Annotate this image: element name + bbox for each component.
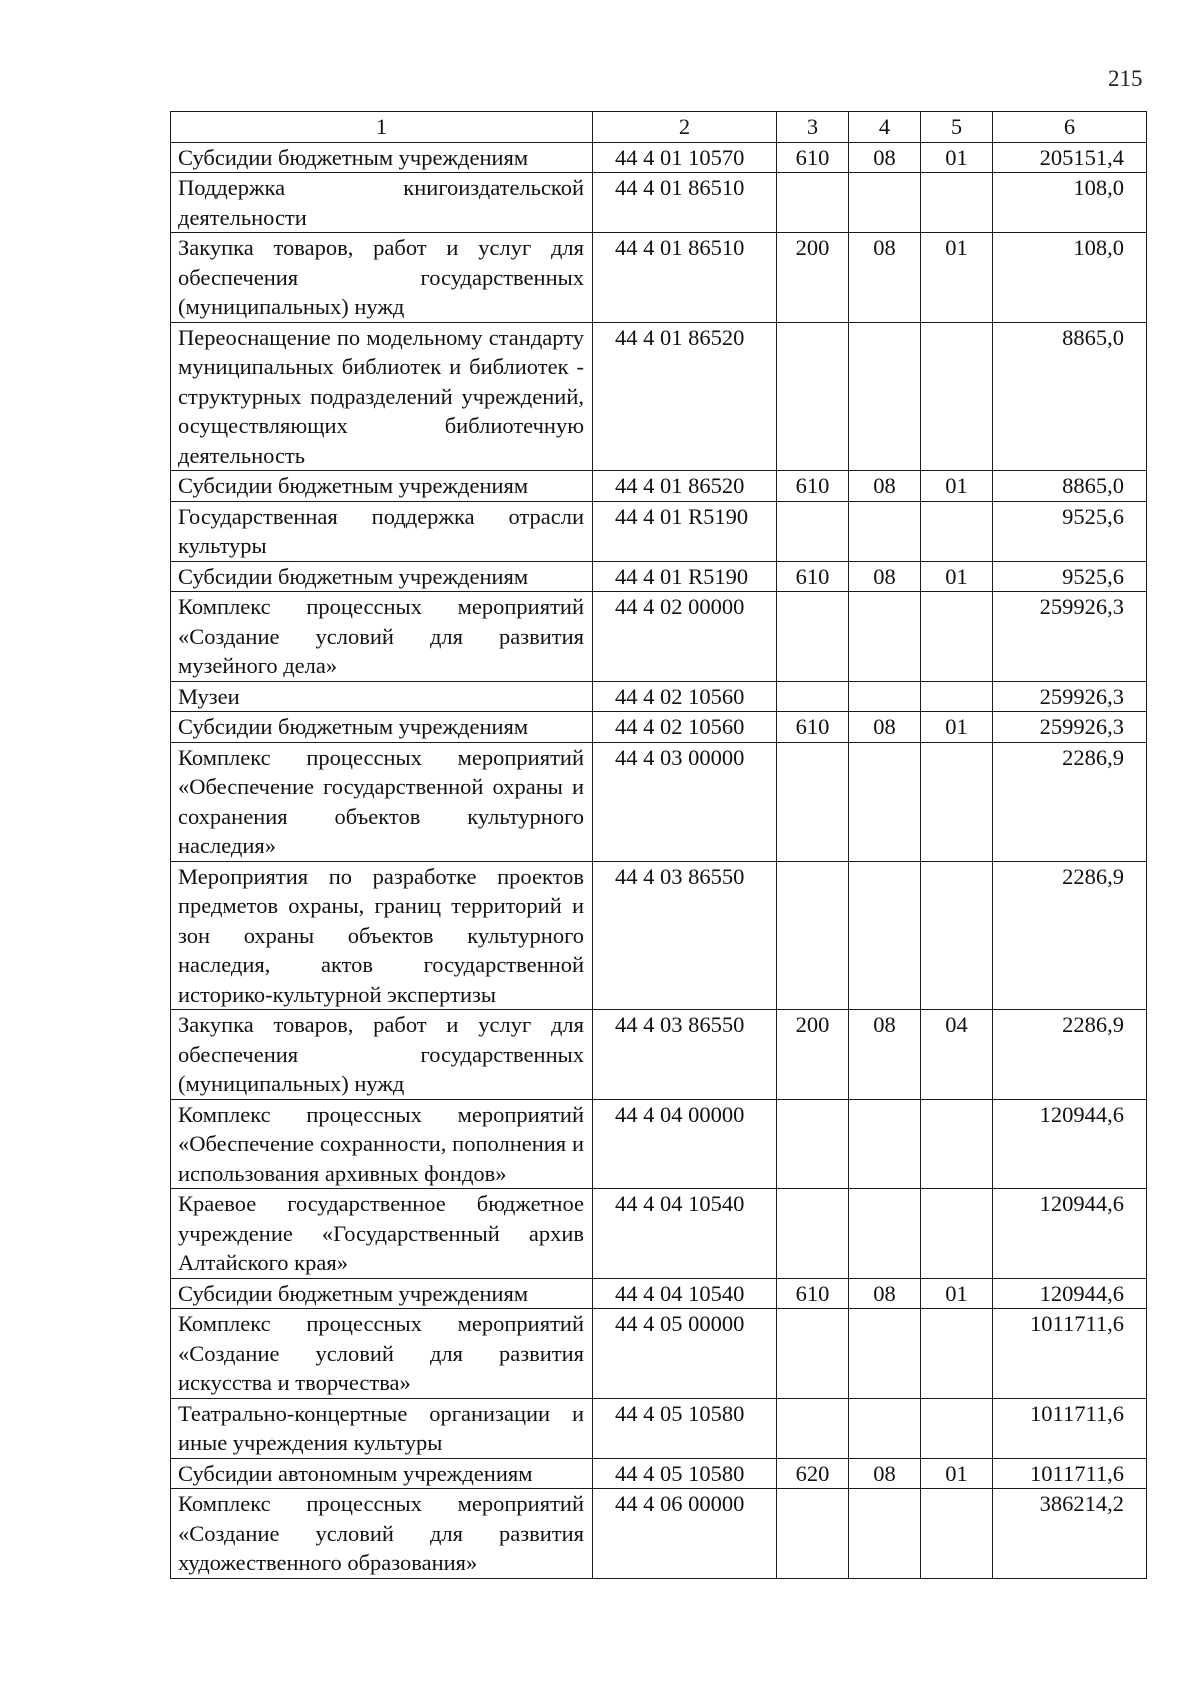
header-cell-3: 3 (777, 112, 849, 143)
section-cell: 08 (849, 1278, 921, 1309)
section-cell (849, 173, 921, 233)
table-row (171, 322, 1147, 471)
amount-cell: 1011711,6 (993, 1458, 1147, 1489)
section-cell: 08 (849, 1010, 921, 1100)
name-cell: Краевое государственное бюджетное учреждение «Государственный архив Алтайского края» (171, 1189, 593, 1279)
subsection-cell (921, 1189, 993, 1279)
section-cell: 08 (849, 142, 921, 173)
subsection-cell (921, 322, 993, 471)
header-cell-2: 2 (593, 112, 777, 143)
code-cell: 44 4 05 10580 (593, 1458, 777, 1489)
expense-type-cell (777, 1489, 849, 1579)
expense-type-cell (777, 1099, 849, 1189)
name-cell: Комплекс процессных мероприятий «Создание условий для развития музейного дела» (171, 592, 593, 682)
subsection-cell: 04 (921, 1010, 993, 1100)
name-cell: Государственная поддержка отрасли культуры (171, 501, 593, 561)
section-cell: 08 (849, 1458, 921, 1489)
table-row (171, 592, 1147, 682)
subsection-cell (921, 1398, 993, 1458)
name-cell: Комплекс процессных мероприятий «Создание условий для развития художественного образования» (171, 1489, 593, 1579)
name-cell: Субсидии бюджетным учреждениям (171, 712, 593, 743)
amount-cell: 120944,6 (993, 1099, 1147, 1189)
header-cell-5: 5 (921, 112, 993, 143)
name-cell: Переоснащение по модельному стандарту муниципальных библиотек и библиотек - структурных подразделений учреждений, осуществляющих библиотечную деятельность (171, 322, 593, 471)
code-cell: 44 4 05 10580 (593, 1398, 777, 1458)
code-cell: 44 4 02 10560 (593, 681, 777, 712)
name-cell: Комплекс процессных мероприятий «Обеспечение сохранности, пополнения и использования архивных фондов» (171, 1099, 593, 1189)
table-row (171, 1010, 1147, 1100)
expense-type-cell (777, 501, 849, 561)
expense-type-cell (777, 681, 849, 712)
section-cell: 08 (849, 471, 921, 502)
subsection-cell (921, 742, 993, 861)
subsection-cell (921, 1099, 993, 1189)
code-cell: 44 4 04 10540 (593, 1278, 777, 1309)
section-cell (849, 1099, 921, 1189)
name-cell: Поддержка книгоиздательской деятельности (171, 173, 593, 233)
code-cell: 44 4 06 00000 (593, 1489, 777, 1579)
subsection-cell: 01 (921, 142, 993, 173)
name-cell: Мероприятия по разработке проектов предметов охраны, границ территорий и зон охраны объектов культурного наследия, актов государственной историко-культурной экспертизы (171, 861, 593, 1010)
name-cell: Субсидии бюджетным учреждениям (171, 142, 593, 173)
code-cell: 44 4 04 10540 (593, 1189, 777, 1279)
amount-cell: 9525,6 (993, 561, 1147, 592)
expense-type-cell (777, 742, 849, 861)
amount-cell: 2286,9 (993, 1010, 1147, 1100)
section-cell: 08 (849, 561, 921, 592)
code-cell: 44 4 03 86550 (593, 861, 777, 1010)
table-row (171, 1099, 1147, 1189)
table-row (171, 861, 1147, 1010)
code-cell: 44 4 03 86550 (593, 1010, 777, 1100)
subsection-cell (921, 501, 993, 561)
table-row (171, 233, 1147, 323)
section-cell (849, 501, 921, 561)
expense-type-cell: 610 (777, 712, 849, 743)
subsection-cell (921, 1489, 993, 1579)
name-cell: Закупка товаров, работ и услуг для обеспечения государственных (муниципальных) нужд (171, 233, 593, 323)
name-cell: Субсидии бюджетным учреждениям (171, 1278, 593, 1309)
section-cell (849, 1189, 921, 1279)
expense-type-cell: 610 (777, 1278, 849, 1309)
header-cell-4: 4 (849, 112, 921, 143)
code-cell: 44 4 05 00000 (593, 1309, 777, 1399)
amount-cell: 259926,3 (993, 712, 1147, 743)
expense-type-cell (777, 1398, 849, 1458)
expense-type-cell: 610 (777, 561, 849, 592)
section-cell (849, 1398, 921, 1458)
subsection-cell (921, 681, 993, 712)
header-row (171, 112, 1147, 143)
expense-type-cell (777, 861, 849, 1010)
code-cell: 44 4 01 86510 (593, 173, 777, 233)
expense-type-cell: 200 (777, 1010, 849, 1100)
section-cell (849, 1309, 921, 1399)
section-cell (849, 861, 921, 1010)
table-row (171, 742, 1147, 861)
section-cell (849, 742, 921, 861)
code-cell: 44 4 02 00000 (593, 592, 777, 682)
expense-type-cell (777, 173, 849, 233)
table-row (171, 681, 1147, 712)
page-number: 215 (1108, 66, 1143, 91)
amount-cell: 205151,4 (993, 142, 1147, 173)
subsection-cell: 01 (921, 233, 993, 323)
section-cell: 08 (849, 233, 921, 323)
amount-cell: 259926,3 (993, 681, 1147, 712)
table-row (171, 1309, 1147, 1399)
amount-cell: 120944,6 (993, 1278, 1147, 1309)
table-row (171, 173, 1147, 233)
subsection-cell: 01 (921, 1278, 993, 1309)
code-cell: 44 4 01 R5190 (593, 561, 777, 592)
table-row (171, 712, 1147, 743)
table-row (171, 501, 1147, 561)
code-cell: 44 4 04 00000 (593, 1099, 777, 1189)
name-cell: Субсидии бюджетным учреждениям (171, 561, 593, 592)
name-cell: Комплекс процессных мероприятий «Обеспечение государственной охраны и сохранения объектов культурного наследия» (171, 742, 593, 861)
expense-type-cell (777, 1309, 849, 1399)
code-cell: 44 4 01 86520 (593, 322, 777, 471)
amount-cell: 259926,3 (993, 592, 1147, 682)
table-row (171, 1489, 1147, 1579)
subsection-cell: 01 (921, 1458, 993, 1489)
name-cell: Музеи (171, 681, 593, 712)
table-row (171, 142, 1147, 173)
subsection-cell: 01 (921, 471, 993, 502)
header-cell-1: 1 (171, 112, 593, 143)
expense-type-cell (777, 592, 849, 682)
section-cell (849, 592, 921, 682)
amount-cell: 8865,0 (993, 471, 1147, 502)
subsection-cell (921, 1309, 993, 1399)
code-cell: 44 4 01 R5190 (593, 501, 777, 561)
section-cell (849, 1489, 921, 1579)
name-cell: Закупка товаров, работ и услуг для обеспечения государственных (муниципальных) нужд (171, 1010, 593, 1100)
amount-cell: 1011711,6 (993, 1398, 1147, 1458)
expense-type-cell: 610 (777, 142, 849, 173)
amount-cell: 108,0 (993, 173, 1147, 233)
code-cell: 44 4 01 86510 (593, 233, 777, 323)
header-cell-6: 6 (993, 112, 1147, 143)
subsection-cell (921, 592, 993, 682)
name-cell: Комплекс процессных мероприятий «Создание условий для развития искусства и творчества» (171, 1309, 593, 1399)
name-cell: Субсидии автономным учреждениям (171, 1458, 593, 1489)
amount-cell: 1011711,6 (993, 1309, 1147, 1399)
subsection-cell (921, 173, 993, 233)
expense-type-cell (777, 322, 849, 471)
expense-type-cell: 610 (777, 471, 849, 502)
table-row (171, 1189, 1147, 1279)
amount-cell: 9525,6 (993, 501, 1147, 561)
amount-cell: 2286,9 (993, 742, 1147, 861)
amount-cell: 2286,9 (993, 861, 1147, 1010)
code-cell: 44 4 03 00000 (593, 742, 777, 861)
expense-type-cell (777, 1189, 849, 1279)
table-row (171, 1398, 1147, 1458)
expense-type-cell: 620 (777, 1458, 849, 1489)
section-cell: 08 (849, 712, 921, 743)
table-row (171, 1458, 1147, 1489)
name-cell: Субсидии бюджетным учреждениям (171, 471, 593, 502)
subsection-cell (921, 861, 993, 1010)
table-row (171, 1278, 1147, 1309)
table-row (171, 471, 1147, 502)
code-cell: 44 4 01 86520 (593, 471, 777, 502)
subsection-cell: 01 (921, 561, 993, 592)
section-cell (849, 322, 921, 471)
amount-cell: 108,0 (993, 233, 1147, 323)
table-row (171, 561, 1147, 592)
expense-type-cell: 200 (777, 233, 849, 323)
subsection-cell: 01 (921, 712, 993, 743)
amount-cell: 120944,6 (993, 1189, 1147, 1279)
table-body (171, 142, 1147, 1578)
budget-table (170, 111, 1147, 1579)
code-cell: 44 4 01 10570 (593, 142, 777, 173)
section-cell (849, 681, 921, 712)
amount-cell: 386214,2 (993, 1489, 1147, 1579)
amount-cell: 8865,0 (993, 322, 1147, 471)
code-cell: 44 4 02 10560 (593, 712, 777, 743)
name-cell: Театрально-концертные организации и иные учреждения культуры (171, 1398, 593, 1458)
